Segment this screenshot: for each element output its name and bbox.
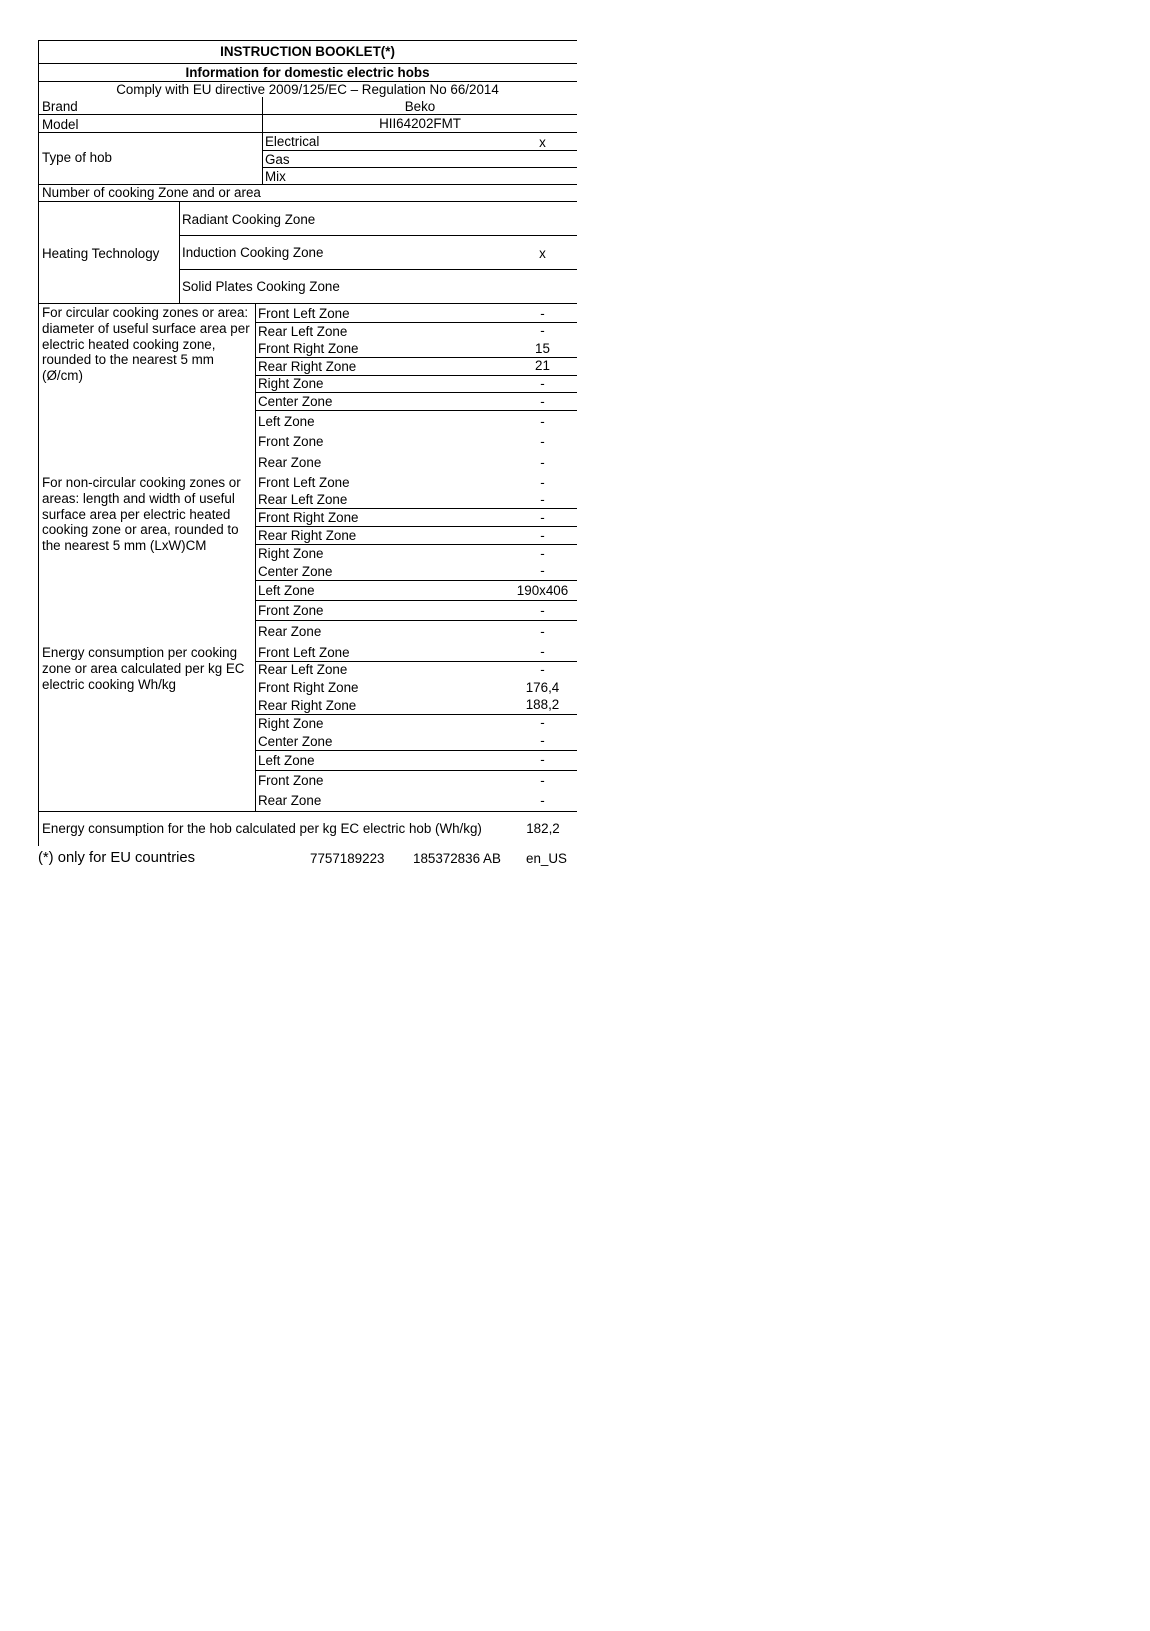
divider xyxy=(262,167,577,168)
circular-zone-name: Front Right Zone xyxy=(258,341,359,356)
noncircular-zone-value: - xyxy=(540,528,545,543)
noncircular-zone-name: Right Zone xyxy=(258,546,324,561)
row-divider xyxy=(255,508,577,509)
document-subtitle: Information for domestic electric hobs xyxy=(185,65,430,80)
divider xyxy=(179,235,577,236)
circular-zone-value: 21 xyxy=(535,358,550,373)
row-divider xyxy=(255,526,577,527)
model-label: Model xyxy=(42,117,79,132)
circular-zone-name: Rear Right Zone xyxy=(258,359,357,374)
energy-zone-value: - xyxy=(540,793,545,808)
noncircular-zone-value: - xyxy=(540,475,545,490)
circular-zone-value: - xyxy=(540,455,545,470)
divider xyxy=(38,811,577,812)
directive-text: Comply with EU directive 2009/125/EC – Regulation No 66/2014 xyxy=(116,82,499,97)
zone-count-label: Number of cooking Zone and or area xyxy=(42,185,261,200)
row-divider xyxy=(255,714,577,715)
brand-label: Brand xyxy=(42,99,78,114)
circular-zone-value: - xyxy=(540,306,545,321)
energy-per-zone-label: Energy consumption per cooking zone or area calculated per kg EC electric cooking Wh/kg xyxy=(42,645,245,692)
energy-zone-value: - xyxy=(540,662,545,677)
divider xyxy=(38,303,577,304)
energy-zone-value: 176,4 xyxy=(525,680,560,695)
heating-technology-label: Heating Technology xyxy=(42,246,160,261)
row-divider xyxy=(255,770,577,771)
document-title: INSTRUCTION BOOKLET(*) xyxy=(220,44,395,59)
circular-zones-label: For circular cooking zones or area: diameter of useful surface area per electric heated cooking zone, rounded to the nearest 5 mm (Ø/cm) xyxy=(42,305,250,384)
circular-zone-name: Front Left Zone xyxy=(258,306,350,321)
footer-note: (*) only for EU countries xyxy=(38,850,196,866)
noncircular-zone-name: Rear Right Zone xyxy=(258,528,357,543)
row-divider xyxy=(255,620,577,621)
energy-zone-name: Rear Zone xyxy=(258,793,322,808)
circular-zone-name: Left Zone xyxy=(258,414,315,429)
energy-zone-value: - xyxy=(540,752,545,767)
column-divider xyxy=(255,303,256,811)
footer-locale: en_US xyxy=(526,851,567,866)
noncircular-zone-name: Front Right Zone xyxy=(258,510,359,525)
noncircular-zones-label: For non-circular cooking zones or areas: length and width of useful surface area per electric heated cooking zone or area, rounded to the nearest 5 mm (LxW)CM xyxy=(42,475,241,554)
energy-zone-name: Rear Right Zone xyxy=(258,698,357,713)
noncircular-zone-name: Front Left Zone xyxy=(258,475,350,490)
row-divider xyxy=(255,600,577,601)
energy-zone-name: Right Zone xyxy=(258,716,324,731)
circular-zone-value: - xyxy=(540,323,545,338)
divider xyxy=(179,269,577,270)
circular-zone-value: - xyxy=(540,394,545,409)
divider xyxy=(38,63,577,64)
table-top-border xyxy=(38,40,577,41)
energy-zone-value: - xyxy=(540,644,545,659)
energy-zone-name: Front Right Zone xyxy=(258,680,359,695)
energy-zone-value: 188,2 xyxy=(525,697,560,712)
energy-zone-name: Front Zone xyxy=(258,773,324,788)
circular-zone-value: 15 xyxy=(535,341,550,356)
circular-zone-name: Rear Zone xyxy=(258,455,322,470)
noncircular-zone-name: Rear Left Zone xyxy=(258,492,348,507)
circular-zone-value: - xyxy=(540,434,545,449)
row-divider xyxy=(255,580,577,581)
noncircular-zone-value: - xyxy=(540,603,545,618)
row-divider xyxy=(255,322,577,323)
column-divider xyxy=(179,201,180,303)
heating-solid-plates: Solid Plates Cooking Zone xyxy=(182,279,340,294)
energy-zone-name: Front Left Zone xyxy=(258,645,350,660)
model-value: HII64202FMT xyxy=(379,116,461,131)
noncircular-zone-name: Left Zone xyxy=(258,583,315,598)
divider xyxy=(38,201,577,202)
noncircular-zone-value: - xyxy=(540,624,545,639)
hob-type-electrical-mark: x xyxy=(539,135,546,150)
energy-zone-name: Center Zone xyxy=(258,734,333,749)
noncircular-zone-value: 190x406 xyxy=(516,583,569,598)
circular-zone-name: Front Zone xyxy=(258,434,324,449)
hob-energy-value: 182,2 xyxy=(526,821,560,836)
heating-induction-mark: x xyxy=(539,246,546,261)
energy-zone-value: - xyxy=(540,733,545,748)
noncircular-zone-value: - xyxy=(540,510,545,525)
footer-code-2: 185372836 AB xyxy=(413,851,501,866)
noncircular-zone-value: - xyxy=(540,492,545,507)
noncircular-zone-name: Center Zone xyxy=(258,564,333,579)
footer-code-1: 7757189223 xyxy=(310,851,385,866)
energy-zone-value: - xyxy=(540,773,545,788)
circular-zone-name: Rear Left Zone xyxy=(258,324,348,339)
row-divider xyxy=(255,357,577,358)
hob-type-mix: Mix xyxy=(265,169,286,184)
noncircular-zone-value: - xyxy=(540,546,545,561)
column-divider xyxy=(262,97,263,184)
noncircular-zone-name: Front Zone xyxy=(258,603,324,618)
circular-zone-value: - xyxy=(540,414,545,429)
circular-zone-value: - xyxy=(540,376,545,391)
energy-zone-name: Left Zone xyxy=(258,753,315,768)
row-divider xyxy=(255,544,577,545)
hob-type-electrical: Electrical xyxy=(265,134,320,149)
table-left-border xyxy=(38,40,39,846)
energy-zone-value: - xyxy=(540,715,545,730)
type-of-hob-label: Type of hob xyxy=(42,150,112,165)
hob-energy-label: Energy consumption for the hob calculated per kg EC electric hob (Wh/kg) xyxy=(42,821,482,836)
brand-value: Beko xyxy=(404,99,436,114)
energy-zone-name: Rear Left Zone xyxy=(258,662,348,677)
divider xyxy=(38,114,577,115)
noncircular-zone-value: - xyxy=(540,563,545,578)
divider xyxy=(262,150,577,151)
row-divider xyxy=(255,392,577,393)
noncircular-zone-name: Rear Zone xyxy=(258,624,322,639)
row-divider xyxy=(255,410,577,411)
heating-radiant: Radiant Cooking Zone xyxy=(182,212,316,227)
row-divider xyxy=(255,750,577,751)
circular-zone-name: Right Zone xyxy=(258,376,324,391)
divider xyxy=(38,132,577,133)
heating-induction: Induction Cooking Zone xyxy=(182,245,324,260)
hob-type-gas: Gas xyxy=(265,152,290,167)
circular-zone-name: Center Zone xyxy=(258,394,333,409)
